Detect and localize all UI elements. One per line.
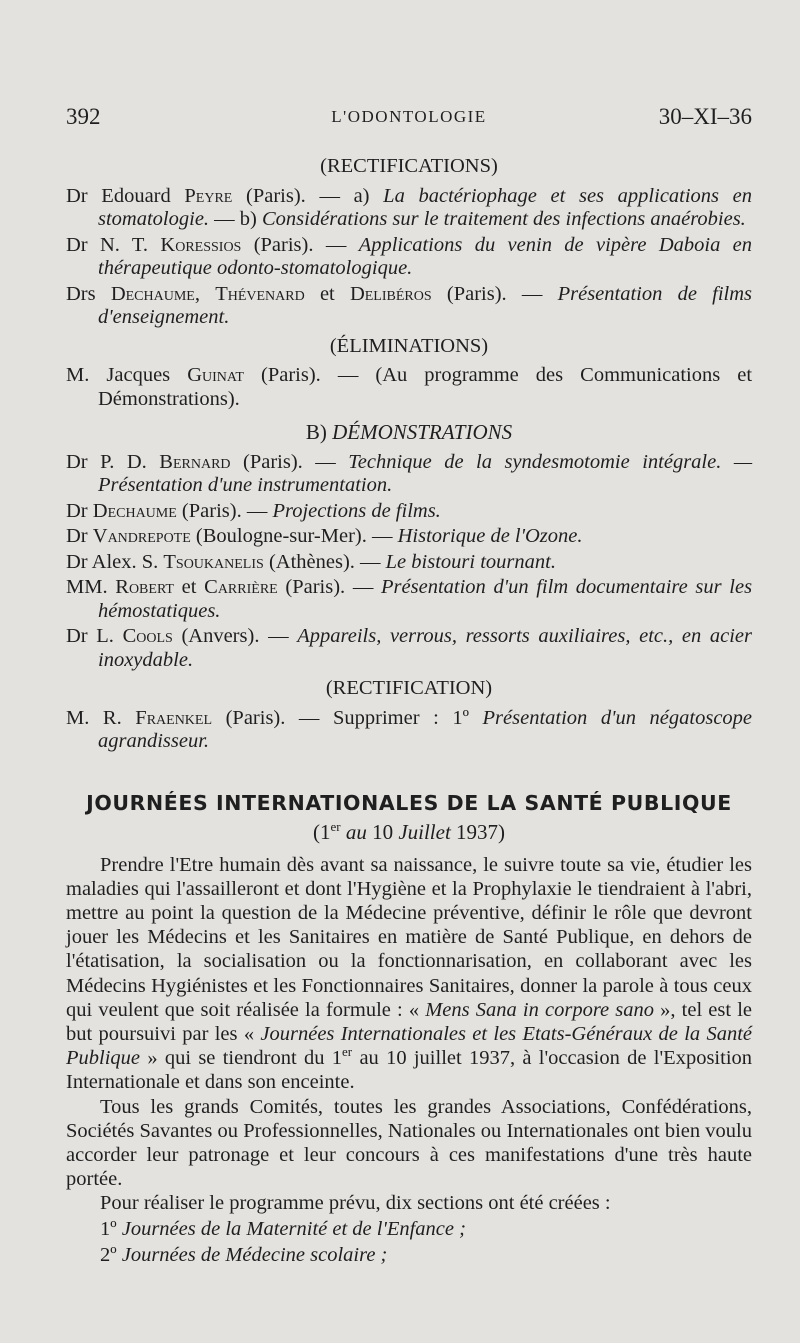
entry-vandrepote: Dr Vandrepote (Boulogne-sur-Mer). — Historique de l'Ozone.: [66, 525, 583, 547]
article-paragraph-1: Prendre l'Etre humain dès avant sa naissance, le suivre toute sa vie, étudier les maladies qui l'assailleront et dont l'Hygiène et la Prophylaxie le tiendraient à l'abri, mettre au point la question de la Médecine préventive, définir le rôle que devront jouer les Médecins et les Sanitaires en matière de Santé Publique, en dehors de l'étatisation, la socialisation ou la fonctionnarisation, en collaborant avec les Médecins Hygiénistes et les Fonctionnaires Sanitaires, donner la parole à tous ceux qui veulent que soit réalisée la formule : « Mens Sana in corpore sano », tel est le but poursuivi par les « Journées Internationales et les Etats-Généraux de la Santé Publique » qui se tiendront du 1er au 10 juillet 1937, à l'occasion de l'Exposition Internationale et dans son enceinte.: [66, 853, 753, 1094]
article-date: (1er au 10 Juillet 1937): [312, 819, 506, 844]
entry-dechaume-thevenard-deliberos: Drs Dechaume, Thévenard et Delibéros (Paris). — Présentation de films d'enseignement.: [66, 282, 753, 328]
running-header: [66, 104, 752, 138]
entry-fraenkel: M. R. Fraenkel (Paris). — Supprimer : 1º Présentation d'un négatoscope agrandisseur.: [66, 706, 753, 752]
article-title: JOURNÉES INTERNATIONALES DE LA SANTÉ PUBLIQUE: [86, 790, 732, 815]
page-body: [66, 150, 752, 1268]
section-label-rectification: (RECTIFICATION): [325, 677, 493, 699]
entry-bernard: Dr P. D. Bernard (Paris). — Technique de la syndesmotomie intégrale. — Présentation d'une instrumentation.: [66, 450, 753, 496]
list-item: 2º Journées de Médecine scolaire ;: [100, 1243, 388, 1266]
entry-peyre: Dr Edouard Peyre (Paris). — a) La bactériophage et ses applications en stomatologie. — b) Considérations sur le traitement des infections anaérobies.: [66, 184, 753, 230]
section-label-eliminations: (ÉLIMINATIONS): [329, 334, 489, 357]
article-paragraph-3: Pour réaliser le programme prévu, dix sections ont été créées :: [100, 1192, 611, 1215]
section-heading-demonstrations: B) DÉMONSTRATIONS: [305, 420, 513, 444]
issue-date: 30–XI–36: [658, 104, 752, 129]
entry-dechaume: Dr Dechaume (Paris). — Projections de films.: [66, 499, 441, 522]
section-label-rectifications: (RECTIFICATIONS): [320, 155, 498, 177]
entry-cools: Dr L. Cools (Anvers). — Appareils, verrous, ressorts auxiliaires, etc., en acier inoxydable.: [66, 625, 752, 671]
entry-robert-carriere: MM. Robert et Carrière (Paris). — Présentation d'un film documentaire sur les hémostatiques.: [66, 576, 753, 622]
page-number: 392: [66, 104, 101, 129]
entry-koressios: Dr N. T. Koressios (Paris). — Applications du venin de vipère Daboia en thérapeutique odonto-stomatologique.: [66, 233, 753, 279]
entry-guinat: M. Jacques Guinat (Paris). — (Au programme des Communications et Démonstrations).: [66, 364, 753, 410]
article-paragraph-2: Tous les grands Comités, toutes les grandes Associations, Confédérations, Sociétés Savantes ou Professionnelles, Nationales ou Internationales ont bien voulu accorder leur patronage et leur concours à ces manifestations d'une très haute portée.: [66, 1095, 752, 1191]
list-item: 1º Journées de la Maternité et de l'Enfance ;: [100, 1217, 466, 1240]
journal-title: L'ODONTOLOGIE: [331, 107, 487, 126]
entry-tsoukanelis: Dr Alex. S. Tsoukanelis (Athènes). — Le bistouri tournant.: [66, 550, 556, 573]
